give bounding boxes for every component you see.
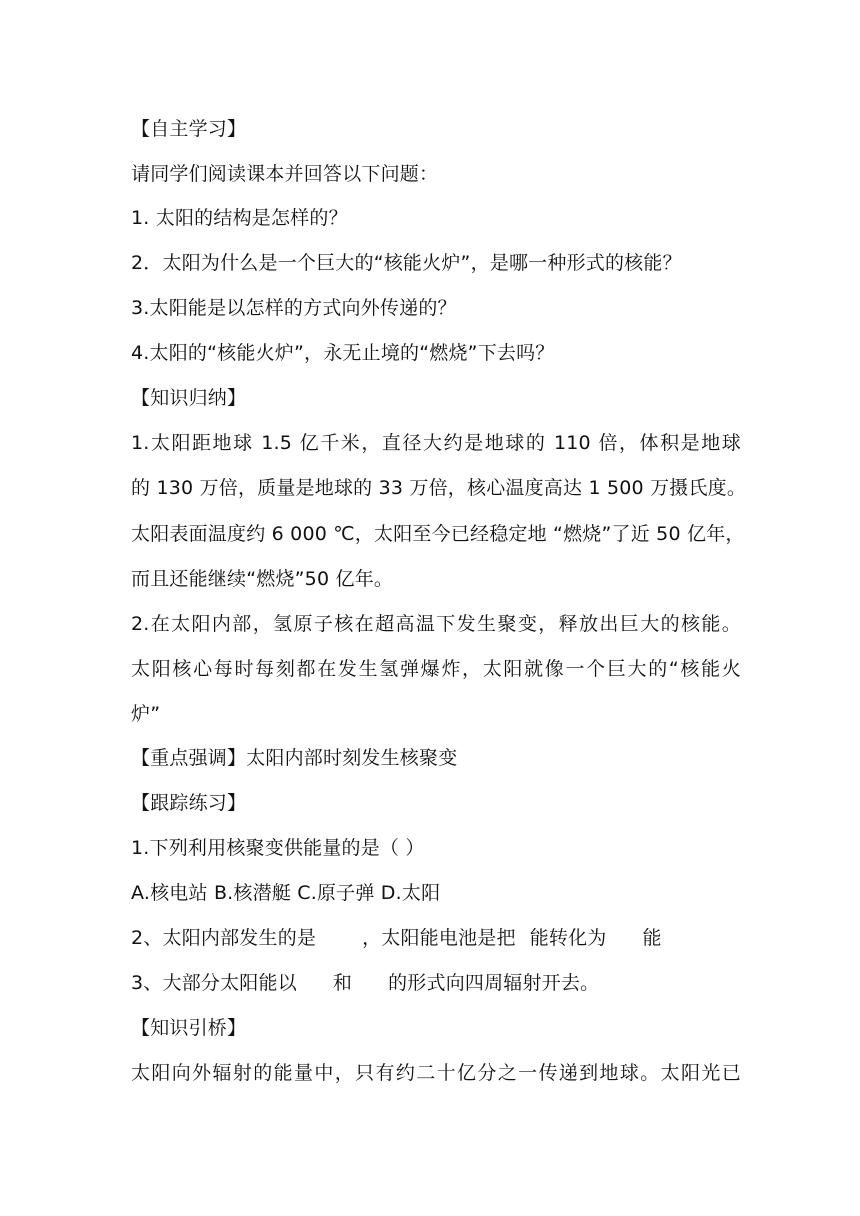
summary-1-line-3: 太阳表面温度约 6 000 ℃，太阳至今已经稳定地 “燃烧”了近 50 亿年，	[131, 523, 745, 545]
practice-question-3-part-3: 的形式向四周辐射开去。	[388, 972, 600, 994]
question-4: 4.太阳的“核能火炉”，永无止境的“燃烧”下去吗？	[131, 342, 555, 364]
question-1: 1. 太阳的结构是怎样的？	[131, 207, 348, 229]
section-heading-practice: 【跟踪练习】	[131, 792, 247, 814]
summary-2-line-3: 炉”	[131, 703, 161, 725]
practice-question-2	[131, 926, 741, 950]
practice-question-3	[131, 971, 741, 995]
summary-1-line-4: 而且还能继续“燃烧”50 亿年。	[131, 568, 394, 590]
section-heading-self-study: 【自主学习】	[131, 118, 247, 140]
practice-question-3-part-2: 和	[332, 972, 353, 994]
question-2: 2．太阳为什么是一个巨大的“核能火炉”，是哪一种形式的核能？	[131, 252, 682, 274]
intro-text: 请同学们阅读课本并回答以下问题：	[131, 163, 439, 185]
section-heading-knowledge-bridge: 【知识引桥】	[131, 1017, 247, 1039]
summary-1-line-2: 的 130 万倍，质量是地球的 33 万倍，核心温度高达 1 500 万摄氏度。	[131, 477, 747, 499]
practice-question-1: 1.下列利用核聚变供能量的是（ ）	[131, 837, 425, 859]
section-heading-knowledge-summary: 【知识归纳】	[131, 387, 247, 409]
summary-2-line-1: 2.在太阳内部，氢原子核在超高温下发生聚变，释放出巨大的核能。	[131, 613, 741, 635]
practice-question-2-part-1: 2、太阳内部发生的是	[131, 927, 317, 949]
summary-2-line-2: 太阳核心每时每刻都在发生氢弹爆炸，太阳就像一个巨大的“核能火	[131, 658, 741, 680]
practice-question-2-part-2: ，太阳能电池是把	[362, 927, 516, 949]
key-point-text: 【重点强调】太阳内部时刻发生核聚变	[131, 747, 458, 769]
question-3: 3.太阳能是以怎样的方式向外传递的？	[131, 297, 457, 319]
practice-question-1-options: A.核电站 B.核潜艇 C.原子弹 D.太阳	[131, 882, 441, 904]
bridge-text-line-1: 太阳向外辐射的能量中，只有约二十亿分之一传递到地球。太阳光已	[131, 1062, 741, 1084]
practice-question-2-part-4: 能	[642, 927, 662, 949]
practice-question-3-part-1: 3、大部分太阳能以	[131, 972, 297, 994]
summary-1-line-1: 1.太阳距地球 1.5 亿千米，直径大约是地球的 110 倍，体积是地球	[131, 432, 741, 454]
practice-question-2-part-3: 能转化为	[529, 927, 607, 949]
